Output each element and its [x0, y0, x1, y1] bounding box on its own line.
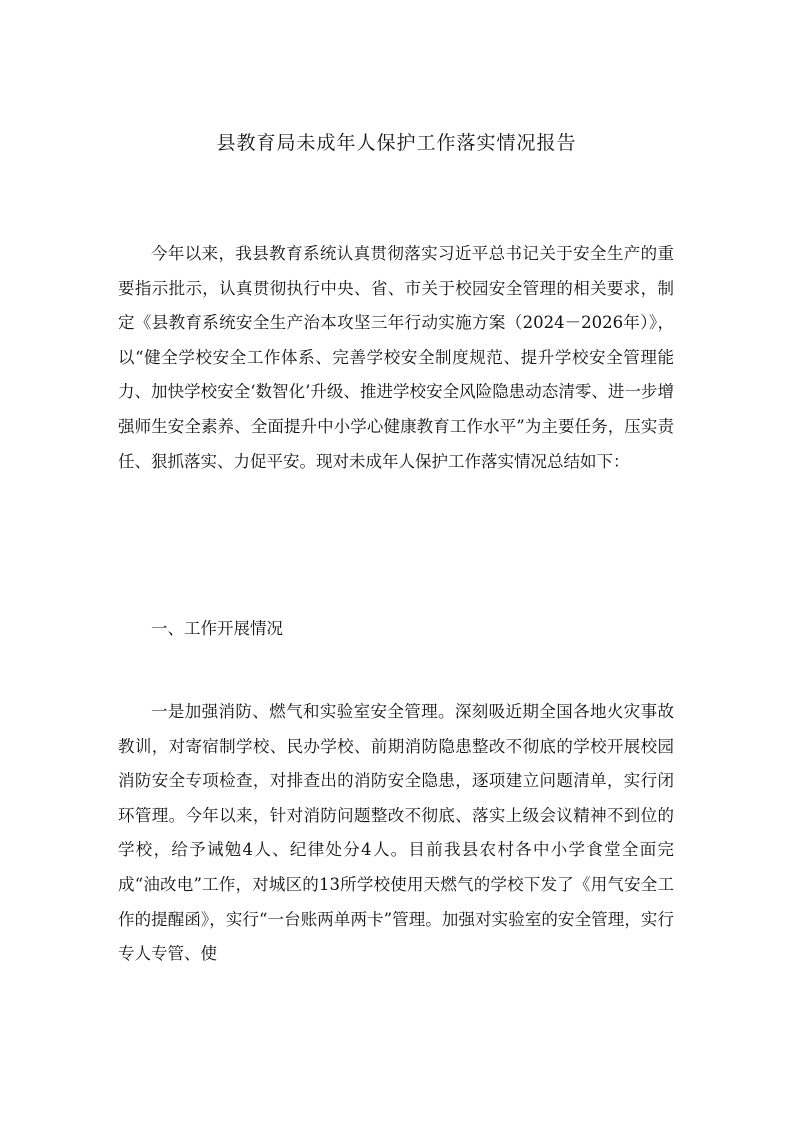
document-title: 县教育局未成年人保护工作落实情况报告 [216, 132, 577, 154]
intro-paragraph: 今年以来，我县教育系统认真贯彻落实习近平总书记关于安全生产的重要指示批示，认真贯彻执行中央、省、市关于校园安全管理的相关要求，制定《县教育系统安全生产治本攻坚三年行动实施方案（2024－2026年）》，以“健全学校安全工作体系、完善学校安全制度规范、提升学校安全管理能力、加快学校安全‘数智化’升级、推进学校安全风险隐患动态清零、进一步增强师生安全素养、全面提升中小学心健康教育工作水平”为主要任务，压实责任、狠抓落实、力促平安。现对未成年人保护工作落实情况总结如下： [118, 244, 674, 471]
body-paragraph: 一是加强消防、燃气和实验室安全管理。深刻吸近期全国各地火灾事故教训，对寄宿制学校、民办学校、前期消防隐患整改不彻底的学校开展校园消防安全专项检查，对排查出的消防安全隐患，逐项建立问题清单，实行闭环管理。今年以来，针对消防问题整改不彻底、落实上级会议精神不到位的学校，给予诫勉4人、纪律处分4人。目前我县农村各中小学食堂全面完成“油改电”工作，对城区的13所学校使用天燃气的学校下发了《用气安全工作的提醒函》，实行“一台账两单两卡”管理。加强对实验室的安全管理，实行专人专管、使 [118, 702, 674, 964]
section-heading: 一、工作开展情况 [151, 619, 283, 638]
